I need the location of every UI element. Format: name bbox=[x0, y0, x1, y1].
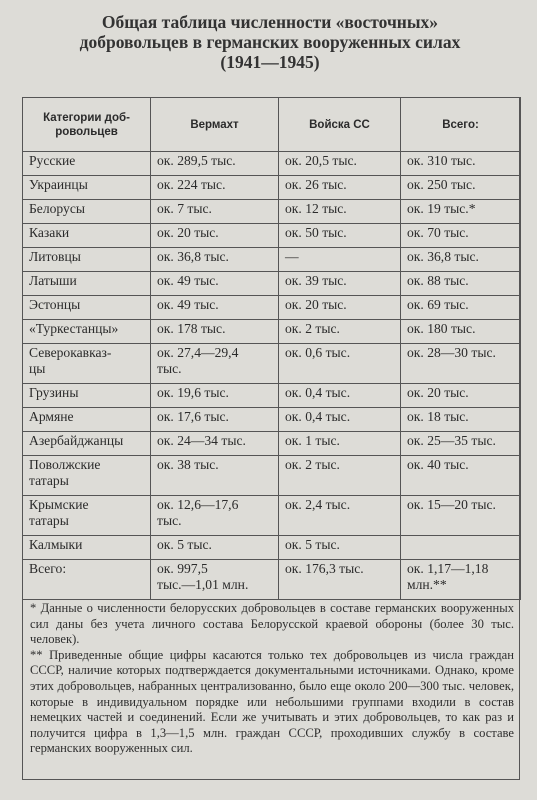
table-cell: ок. 0,4 тыс. bbox=[279, 384, 401, 408]
table-cell: ок. 12 тыс. bbox=[279, 200, 401, 224]
table-cell: ок. 1 тыс. bbox=[279, 432, 401, 456]
table-cell: — bbox=[279, 248, 401, 272]
table-cell: ок. 36,8 тыс. bbox=[151, 248, 279, 272]
footnotes bbox=[30, 601, 514, 757]
title-line: Общая таблица численности «восточных» bbox=[101, 12, 439, 32]
table-cell: ок. 26 тыс. bbox=[279, 176, 401, 200]
table-cell: ок. 0,4 тыс. bbox=[279, 408, 401, 432]
table-cell: ок. 40 тыс. bbox=[401, 456, 521, 496]
table-cell: Северокавказ- цы bbox=[23, 344, 151, 384]
table-cell: Армяне bbox=[23, 408, 151, 432]
table-cell: ок. 12,6—17,6 тыс. bbox=[151, 496, 279, 536]
table-cell: ок. 27,4—29,4 тыс. bbox=[151, 344, 279, 384]
table-cell: ок. 28—30 тыс. bbox=[401, 344, 521, 384]
table-cell: Эстонцы bbox=[23, 296, 151, 320]
table-row bbox=[23, 152, 521, 176]
table-cell: ок. 20 тыс. bbox=[401, 384, 521, 408]
title-line: добровольцев в германских вооруженных силах bbox=[79, 32, 461, 52]
table-cell: ок. 38 тыс. bbox=[151, 456, 279, 496]
table-cell: Литовцы bbox=[23, 248, 151, 272]
table-cell: ок. 18 тыс. bbox=[401, 408, 521, 432]
table-cell: Грузины bbox=[23, 384, 151, 408]
table-row bbox=[23, 224, 521, 248]
table-row bbox=[23, 248, 521, 272]
table-cell: ок. 70 тыс. bbox=[401, 224, 521, 248]
table-cell: ок. 2,4 тыс. bbox=[279, 496, 401, 536]
table-cell: «Туркестанцы» bbox=[23, 320, 151, 344]
table-cell: ок. 24—34 тыс. bbox=[151, 432, 279, 456]
table-cell: Крымские татары bbox=[23, 496, 151, 536]
table-cell: ок. 20 тыс. bbox=[279, 296, 401, 320]
table-cell: Украинцы bbox=[23, 176, 151, 200]
header-cell: Категории доб- ровольцев bbox=[23, 98, 151, 152]
table-cell: Латыши bbox=[23, 272, 151, 296]
table-row bbox=[23, 432, 521, 456]
table-cell: ок. 1,17—1,18 млн.** bbox=[401, 560, 521, 600]
table-cell: ок. 2 тыс. bbox=[279, 320, 401, 344]
table-cell: ок. 180 тыс. bbox=[401, 320, 521, 344]
table-row bbox=[23, 296, 521, 320]
table-cell: ок. 17,6 тыс. bbox=[151, 408, 279, 432]
table-row bbox=[23, 344, 521, 384]
table-row bbox=[23, 320, 521, 344]
table-cell: ок. 36,8 тыс. bbox=[401, 248, 521, 272]
header-row bbox=[23, 98, 521, 152]
volunteers-table bbox=[22, 97, 521, 600]
table-cell: ок. 19,6 тыс. bbox=[151, 384, 279, 408]
table-cell: ок. 20 тыс. bbox=[151, 224, 279, 248]
table-cell: Казаки bbox=[23, 224, 151, 248]
footnote: * Данные о численности белорусских добровольцев в составе германских вооруженных сил даны без учета личного состава Белорусской краевой обороны (более 30 тыс. человек). bbox=[30, 601, 514, 647]
table-cell: ок. 224 тыс. bbox=[151, 176, 279, 200]
table-cell: ок. 176,3 тыс. bbox=[279, 560, 401, 600]
footnote: ** Приведенные общие цифры касаются только тех добровольцев из числа граждан СССР, наличие которых подтверждается документальными источниками. Однако, кроме этих добровольцев, набранных централизованно, было еще около 200—300 тыс. человек, которые в индивидуальном порядке или небольшими группами входили в состав немецких частей и соединений. Если же учитывать и этих добровольцев, то как раз и получится цифра в 1,3—1,5 млн. граждан СССР, проходивших службу в составе германских вооруженных сил. bbox=[30, 647, 514, 756]
table-cell: ок. 178 тыс. bbox=[151, 320, 279, 344]
table-row bbox=[23, 496, 521, 536]
table-row bbox=[23, 536, 521, 560]
table-cell bbox=[401, 536, 521, 560]
table-cell: ок. 2 тыс. bbox=[279, 456, 401, 496]
table-row bbox=[23, 560, 521, 600]
table-cell: ок. 19 тыс.* bbox=[401, 200, 521, 224]
table-row bbox=[23, 176, 521, 200]
header-cell: Войска СС bbox=[279, 98, 401, 152]
table-cell: ок. 39 тыс. bbox=[279, 272, 401, 296]
header-cell: Всего: bbox=[401, 98, 521, 152]
table-cell: ок. 7 тыс. bbox=[151, 200, 279, 224]
title-line: (1941—1945) bbox=[220, 52, 320, 72]
table-cell: ок. 289,5 тыс. bbox=[151, 152, 279, 176]
table-cell: ок. 49 тыс. bbox=[151, 272, 279, 296]
table-cell: Всего: bbox=[23, 560, 151, 600]
table-cell: ок. 20,5 тыс. bbox=[279, 152, 401, 176]
table-cell: ок. 5 тыс. bbox=[279, 536, 401, 560]
table-cell: ок. 997,5 тыс.—1,01 млн. bbox=[151, 560, 279, 600]
header-cell: Вермахт bbox=[151, 98, 279, 152]
table-cell: ок. 49 тыс. bbox=[151, 296, 279, 320]
table-row bbox=[23, 456, 521, 496]
table-cell: ок. 69 тыс. bbox=[401, 296, 521, 320]
table-cell: ок. 250 тыс. bbox=[401, 176, 521, 200]
table-row bbox=[23, 384, 521, 408]
table-cell: ок. 25—35 тыс. bbox=[401, 432, 521, 456]
table-row bbox=[23, 272, 521, 296]
table-cell: ок. 88 тыс. bbox=[401, 272, 521, 296]
table-row bbox=[23, 200, 521, 224]
table-cell: Калмыки bbox=[23, 536, 151, 560]
table-cell: ок. 310 тыс. bbox=[401, 152, 521, 176]
table-cell: Русские bbox=[23, 152, 151, 176]
table-cell: ок. 15—20 тыс. bbox=[401, 496, 521, 536]
table-row bbox=[23, 408, 521, 432]
table-cell: ок. 5 тыс. bbox=[151, 536, 279, 560]
table-cell: Поволжские татары bbox=[23, 456, 151, 496]
table-cell: ок. 0,6 тыс. bbox=[279, 344, 401, 384]
table-cell: ок. 50 тыс. bbox=[279, 224, 401, 248]
table-cell: Азербайджанцы bbox=[23, 432, 151, 456]
table-title bbox=[20, 12, 520, 72]
table-cell: Белорусы bbox=[23, 200, 151, 224]
table-body bbox=[23, 152, 521, 600]
